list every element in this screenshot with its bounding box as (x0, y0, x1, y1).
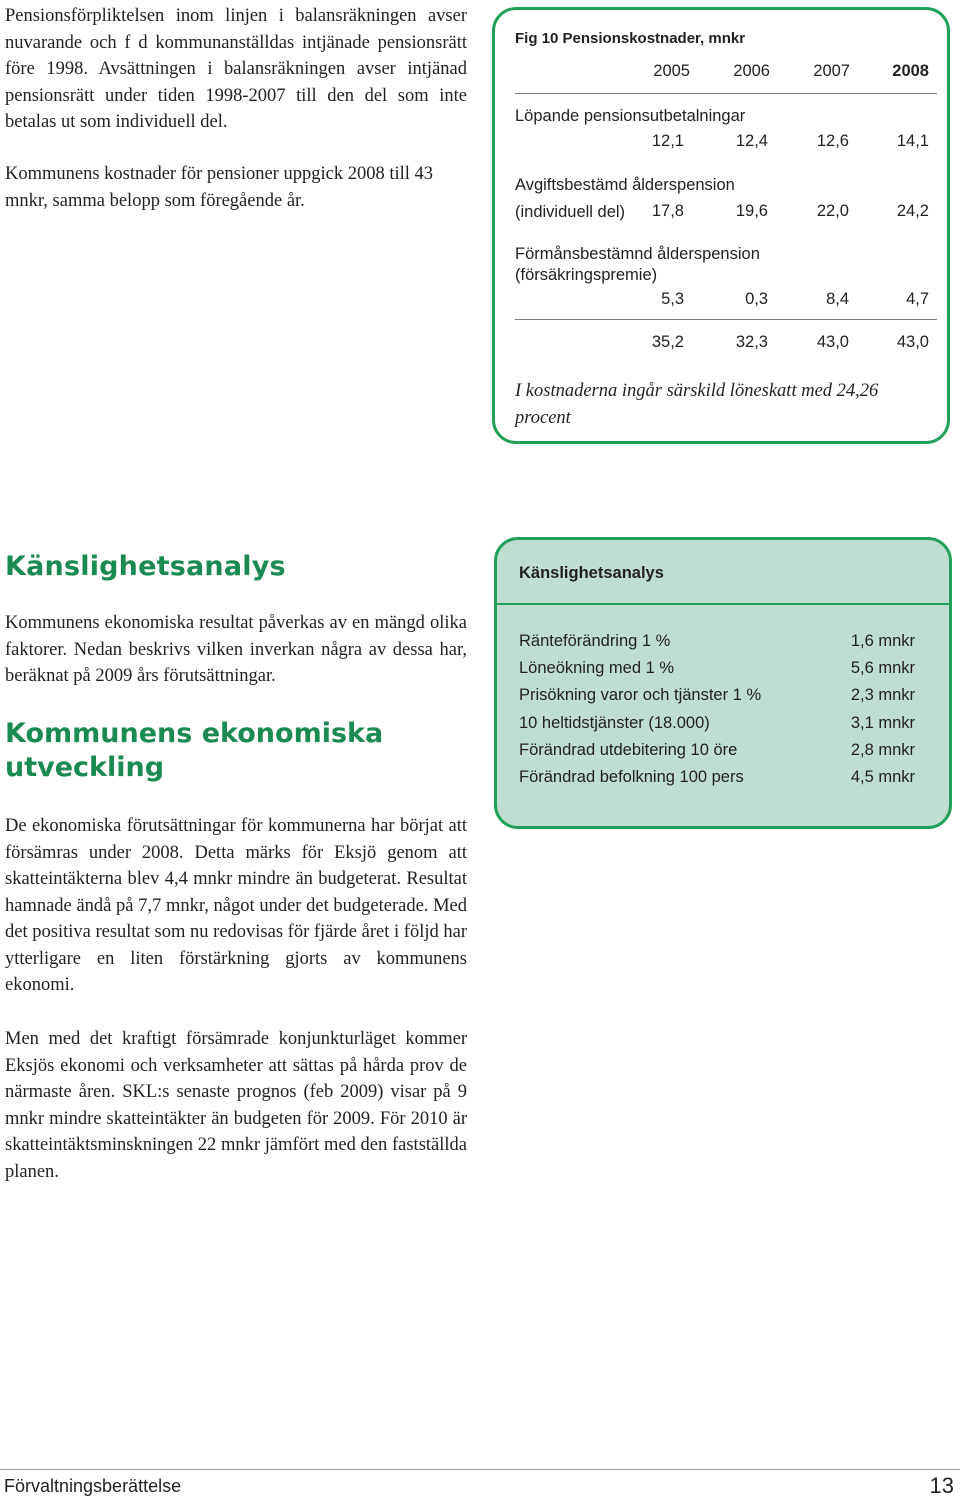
sensitivity-row-value: 5,6 mnkr (850, 659, 915, 677)
total-value: 43,0 (896, 333, 929, 351)
pension-liability-paragraph: Pensionsförpliktelsen inom linjen i balansräkningen avser nuvarande och f d kommunanställdas intjänade pensionsrätt före 1998. Avsättningen i balansräkningen avser intjänad pensionsrätt under tiden 1998-2007 till den del som inte betalas ut som individuell del. (5, 6, 467, 132)
year-header: 2007 (813, 62, 850, 80)
page-number: 13 (929, 1473, 954, 1498)
sensitivity-row-label: Ränteförändring 1 % (519, 632, 671, 650)
box-divider (497, 603, 949, 605)
figure-note: I kostnaderna ingår särskild löneskatt med 24,26 procent (515, 381, 879, 428)
sensitivity-row-label: 10 heltidstjänster (18.000) (519, 714, 710, 732)
sensitivity-row-value: 4,5 mnkr (850, 768, 915, 786)
table-divider (515, 93, 937, 94)
pension-costs-figure (492, 7, 950, 444)
cell-value: 8,4 (826, 290, 849, 308)
row-label: Löpande pensionsutbetalningar (515, 107, 746, 125)
sensitivity-row-label: Förändrad befolkning 100 pers (519, 768, 744, 786)
total-value: 35,2 (651, 333, 684, 351)
row-label: Förmånsbestämnd ålderspension (515, 245, 760, 263)
figure-title: Fig 10 Pensionskostnader, mnkr (515, 30, 746, 47)
sensitivity-row-label: Prisökning varor och tjänster 1 % (519, 686, 762, 704)
cell-value: 19,6 (735, 202, 768, 220)
sensitivity-row-value: 2,8 mnkr (850, 741, 915, 759)
sensitivity-row-label: Förändrad utdebitering 10 öre (519, 741, 738, 759)
row-label: (individuell del) (515, 203, 626, 221)
row-label: Avgiftsbestämd ålderspension (515, 176, 735, 194)
cell-value: 12,4 (735, 132, 768, 150)
cell-value: 12,1 (651, 132, 684, 150)
year-header: 2005 (653, 62, 690, 80)
year-header: 2008 (892, 62, 929, 80)
table-divider (515, 319, 937, 320)
pension-cost-paragraph: Kommunens kostnader för pensioner uppgick 2008 till 43 mnkr, samma belopp som föregående år. (5, 164, 434, 211)
economic-conditions-paragraph: De ekonomiska förutsättningar för kommunerna har börjat att försämras under 2008. Detta märks för Eksjö genom att skatteintäkterna blev 4,4 mnkr mindre än budgeterat. Resultat hamnade ändå på 7,7 mnkr, något under det budgeterade. Med det positiva resultat som nu redovisas för fjärde året i följd har ytterligare en liten förstärkning gjorts av kommunens ekonomi. (5, 816, 467, 995)
cell-value: 24,2 (896, 202, 929, 220)
cell-value: 22,0 (816, 202, 849, 220)
sensitivity-row-value: 2,3 mnkr (850, 686, 915, 704)
cell-value: 14,1 (896, 132, 929, 150)
sensitivity-heading: Känslighetsanalys (5, 551, 286, 582)
sensitivity-row-value: 1,6 mnkr (850, 632, 915, 650)
sensitivity-box-title: Känslighetsanalys (519, 564, 664, 582)
row-label: (försäkringspremie) (515, 266, 658, 284)
sensitivity-paragraph: Kommunens ekonomiska resultat påverkas av en mängd olika faktorer. Nedan beskrivs vilken inverkan några av dessa har, beräknat på 2009 års förutsättningar. (5, 613, 467, 686)
cell-value: 4,7 (906, 290, 929, 308)
cell-value: 12,6 (816, 132, 849, 150)
economic-development-heading: Kommunens ekonomiska utveckling (5, 718, 384, 783)
cell-value: 17,8 (651, 202, 684, 220)
sensitivity-row-label: Löneökning med 1 % (519, 659, 675, 677)
total-value: 32,3 (735, 333, 768, 351)
footer-divider (0, 1469, 960, 1470)
sensitivity-analysis-box (494, 537, 952, 829)
economic-outlook-paragraph: Men med det kraftigt försämrade konjunkturläget kommer Eksjös ekonomi och verksamheter att sättas på hårda prov de närmaste åren. SKL:s senaste prognos (feb 2009) visar på 9 mnkr mindre skatteintäkter än budgeten för 2009. För 2010 är skatteintäktsminskningen 22 mnkr jämfört med den fastställda planen. (5, 1029, 467, 1182)
footer-section-title: Förvaltningsberättelse (4, 1476, 182, 1496)
cell-value: 5,3 (661, 290, 684, 308)
cell-value: 0,3 (745, 290, 768, 308)
year-header: 2006 (733, 62, 770, 80)
total-value: 43,0 (816, 333, 849, 351)
sensitivity-row-value: 3,1 mnkr (850, 714, 915, 732)
